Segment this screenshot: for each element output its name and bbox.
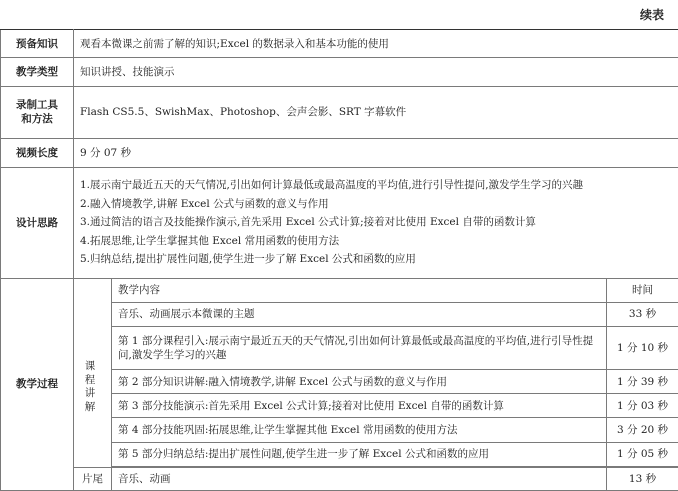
process-intro-time: 33 秒 [607, 302, 678, 326]
design-item: 1.展示南宁最近五天的天气情况,引出如何计算最低或最高温度的平均值,进行引导性提问,激发学生学习的兴趣 [80, 179, 584, 192]
tools-label [1, 86, 74, 139]
lecture-label [80, 360, 100, 415]
prerequisite-label: 预备知识 [1, 30, 74, 58]
process-intro-content: 音乐、动画展示本微课的主题 [112, 302, 607, 326]
process-part-time: 3 分 20 秒 [607, 418, 678, 442]
duration-value: 9 分 07 秒 [74, 139, 678, 167]
duration-label: 视频长度 [1, 139, 74, 167]
row-design [1, 167, 678, 278]
process-trailer-label: 片尾 [74, 467, 112, 490]
design-label: 设计思路 [1, 167, 74, 278]
design-item: 5.归纳总结,提出扩展性问题,使学生进一步了解 Excel 公式和函数的应用 [80, 253, 416, 266]
design-item: 3.通过简洁的语言及技能操作演示,首先采用 Excel 公式计算;接着对比使用 Excel 自带的函数计算 [80, 216, 536, 229]
process-label: 教学过程 [1, 278, 74, 490]
teaching-type-value: 知识讲授、技能演示 [74, 58, 678, 86]
continued-label: 续表 [639, 8, 664, 22]
process-part-content: 第 2 部分知识讲解:融入情境教学,讲解 Excel 公式与函数的意义与作用 [112, 370, 607, 394]
tools-label-line1: 录制工具 [16, 99, 58, 112]
prerequisite-value: 观看本微课之前需了解的知识;Excel 的数据录入和基本功能的使用 [74, 30, 678, 58]
row-prerequisite [1, 30, 678, 58]
teaching-type-label: 教学类型 [1, 58, 74, 86]
process-trailer-content: 音乐、动画 [112, 467, 607, 490]
micro-lesson-table [0, 29, 678, 491]
process-part-time: 1 分 10 秒 [607, 327, 678, 370]
process-trailer-row [1, 467, 678, 490]
tools-label-line2: 和方法 [21, 113, 53, 126]
row-tools [1, 86, 678, 139]
process-part-content: 第 3 部分技能演示:首先采用 Excel 公式计算;接着对比使用 Excel 自带的函数计算 [112, 394, 607, 418]
process-col-time: 时间 [607, 278, 678, 302]
design-item: 2.融入情境教学,讲解 Excel 公式与函数的意义与作用 [80, 197, 329, 210]
tools-value: Flash CS5.5、SwishMax、Photoshop、会声会影、SRT 字幕软件 [74, 86, 678, 139]
process-part-content: 第 5 部分归纳总结:提出扩展性问题,使学生进一步了解 Excel 公式和函数的应用 [112, 442, 607, 466]
lecture-label-text: 课程讲解 [84, 360, 96, 413]
design-item: 4.拓展思维,让学生掌握其他 Excel 常用函数的使用方法 [80, 234, 340, 247]
process-part-content: 第 4 部分技能巩固:拓展思维,让学生掌握其他 Excel 常用函数的使用方法 [112, 418, 607, 442]
design-items [74, 167, 678, 278]
row-duration [1, 139, 678, 167]
process-col-content: 教学内容 [112, 278, 607, 302]
process-part-time: 1 分 03 秒 [607, 394, 678, 418]
process-part-time: 1 分 05 秒 [607, 442, 678, 466]
process-part-time: 1 分 39 秒 [607, 370, 678, 394]
row-teaching-type [1, 58, 678, 86]
process-part-content: 第 1 部分课程引入:展示南宁最近五天的天气情况,引出如何计算最低或最高温度的平均值,进行引导性提问,激发学生学习的兴趣 [112, 327, 607, 370]
process-trailer-time: 13 秒 [607, 467, 678, 490]
process-header-row [1, 278, 678, 302]
